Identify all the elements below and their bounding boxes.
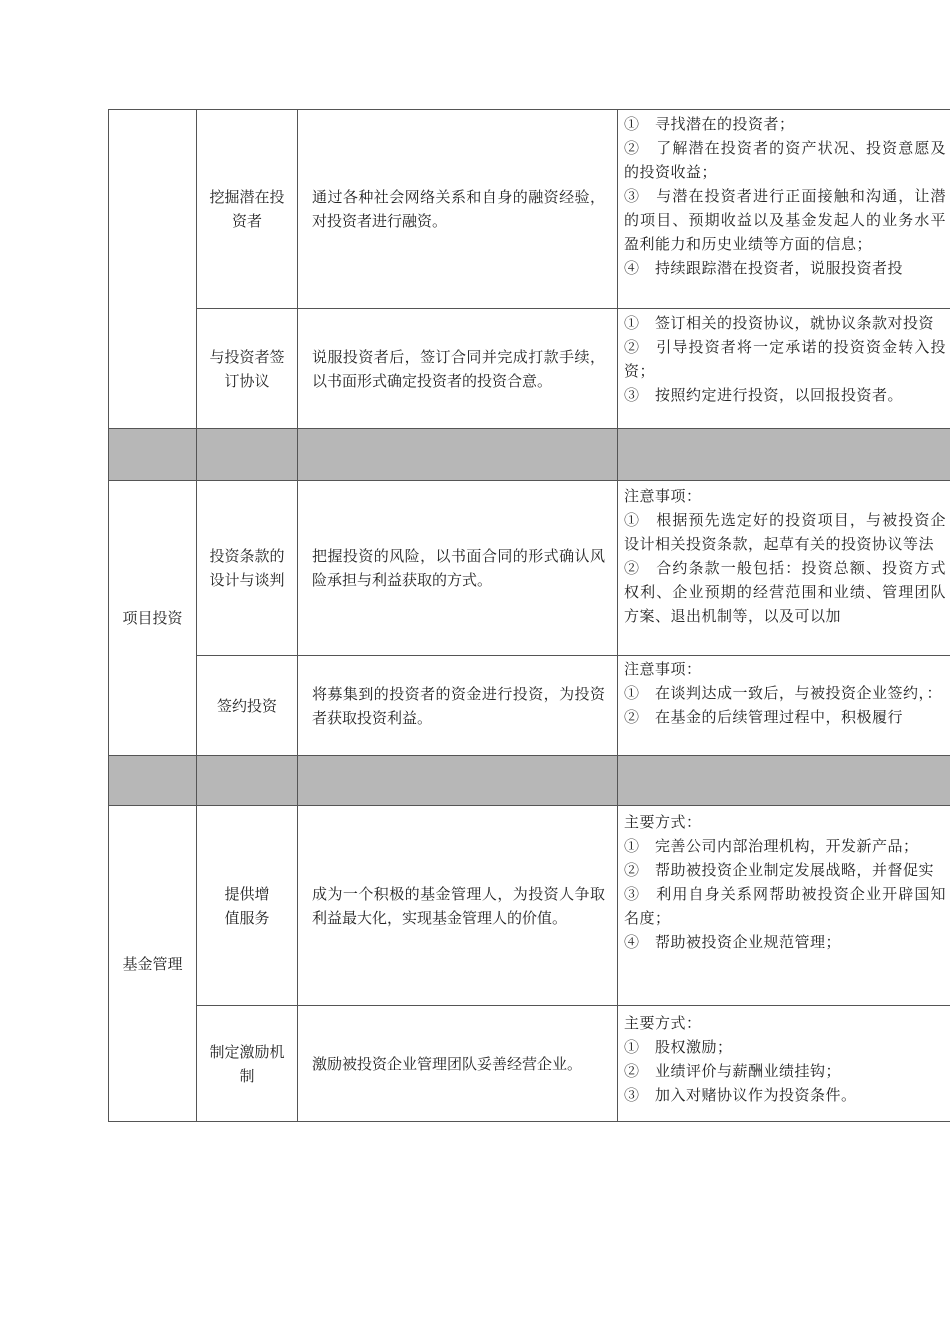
task-label: 提供增值服务 [224, 884, 270, 927]
purpose-text: 通过各种社会网络关系和自身的融资经验，对投资者进行融资。 [312, 188, 605, 230]
list-item: ① 完善公司内部治理机构，开发新产品； [624, 837, 919, 855]
task-cell [197, 806, 298, 1006]
details-list [618, 1007, 950, 1121]
list-item: ① 股权激励； [624, 1037, 733, 1056]
details-list [618, 657, 950, 754]
stage-label: 项目投资 [122, 609, 183, 627]
table-row [109, 110, 950, 309]
purpose-text: 把握投资的风险，以书面合同的形式确认风险承担与利益获取的方式。 [312, 547, 605, 589]
details-cell [618, 110, 950, 309]
list-item: ② 业绩评价与薪酬业绩挂钩； [624, 1061, 842, 1080]
task-label: 与投资者签订协议 [209, 347, 285, 390]
band-cell [109, 429, 197, 481]
details-list [618, 806, 950, 1005]
band-cell [298, 756, 618, 806]
list-item: ① 寻找潜在的投资者； [624, 115, 795, 133]
separator-row [109, 429, 950, 481]
purpose-cell [298, 309, 618, 429]
list-item: ④ 帮助被投资企业规范管理； [624, 933, 842, 951]
purpose-text: 成为一个积极的基金管理人，为投资人争取利益最大化，实现基金管理人的价值。 [312, 884, 605, 927]
list-item: ③ 利用自身关系网帮助被投资企业开辟国知名度； [624, 885, 946, 927]
purpose-cell [298, 656, 618, 756]
purpose-text: 激励被投资企业管理团队妥善经营企业。 [312, 1054, 583, 1073]
table-row [109, 481, 950, 656]
details-cell [618, 1006, 950, 1122]
task-cell [197, 110, 298, 309]
list-item: ③ 加入对赌协议作为投资条件。 [624, 1085, 857, 1104]
table-row [109, 806, 950, 1006]
purpose-cell [298, 481, 618, 656]
list-item: ③ 与潜在投资者进行正面接触和沟通，让潜的项目、预期收益以及基金发起人的业务水平盈利能力和历史业绩等方面的信息； [624, 187, 946, 253]
task-label: 签约投资 [216, 696, 277, 715]
details-list [618, 309, 950, 428]
list-item: ① 在谈判达成一致后，与被投资企业签约，： [624, 684, 943, 702]
separator-row [109, 756, 950, 806]
details-cell [618, 481, 950, 656]
list-item: ④ 持续跟踪潜在投资者，说服投资者投 [624, 259, 904, 277]
task-cell [197, 481, 298, 656]
band-cell [197, 429, 298, 481]
list-item: ① 签订相关的投资协议，就协议条款对投资 [624, 314, 935, 332]
stage-cell [109, 806, 197, 1122]
task-label: 投资条款的设计与谈判 [209, 547, 285, 589]
list-item: 注意事项： [624, 487, 702, 505]
task-label: 制定激励机制 [209, 1042, 285, 1085]
purpose-text: 将募集到的投资者的资金进行投资，为投资者获取投资利益。 [312, 684, 605, 727]
list-item: ② 帮助被投资企业制定发展战略，并督促实 [624, 861, 935, 879]
list-item: ② 了解潜在投资者的资产状况、投资意愿及的投资收益； [624, 139, 946, 181]
table-row [109, 309, 950, 429]
stage-label: 基金管理 [122, 954, 183, 973]
list-item: ② 在基金的后续管理过程中，积极履行 [624, 708, 904, 726]
band-cell [298, 429, 618, 481]
table-row [109, 1006, 950, 1122]
details-cell [618, 806, 950, 1006]
task-cell [197, 309, 298, 429]
purpose-cell [298, 1006, 618, 1122]
purpose-cell [298, 110, 618, 309]
table-row [109, 656, 950, 756]
list-item: 主要方式： [624, 1013, 702, 1032]
band-cell [618, 429, 950, 481]
stage-cell [109, 481, 197, 756]
details-list [618, 110, 950, 308]
list-item: ② 引导投资者将一定承诺的投资资金转入投资； [624, 338, 946, 380]
list-item: ① 根据预先选定好的投资项目，与被投资企设计相关投资条款，起草有关的投资协议等法 [624, 511, 946, 553]
stage-cell-empty [109, 110, 197, 429]
purpose-cell [298, 806, 618, 1006]
purpose-text: 说服投资者后，签订合同并完成打款手续，以书面形式确定投资者的投资合意。 [312, 347, 605, 390]
fund-process-table [108, 109, 950, 1122]
details-cell [618, 309, 950, 429]
list-item: 主要方式： [624, 813, 702, 831]
band-cell [197, 756, 298, 806]
band-cell [618, 756, 950, 806]
list-item: ③ 按照约定进行投资，以回报投资者。 [624, 386, 904, 404]
details-cell [618, 656, 950, 756]
task-label: 挖掘潜在投资者 [209, 188, 285, 230]
list-item: 注意事项： [624, 660, 702, 678]
task-cell [197, 1006, 298, 1122]
list-item: ② 合约条款一般包括：投资总额、投资方式权利、企业预期的经营范围和业绩、管理团队方案、退出机制等，以及可以加 [624, 559, 946, 625]
details-list [618, 481, 950, 655]
task-cell [197, 656, 298, 756]
band-cell [109, 756, 197, 806]
